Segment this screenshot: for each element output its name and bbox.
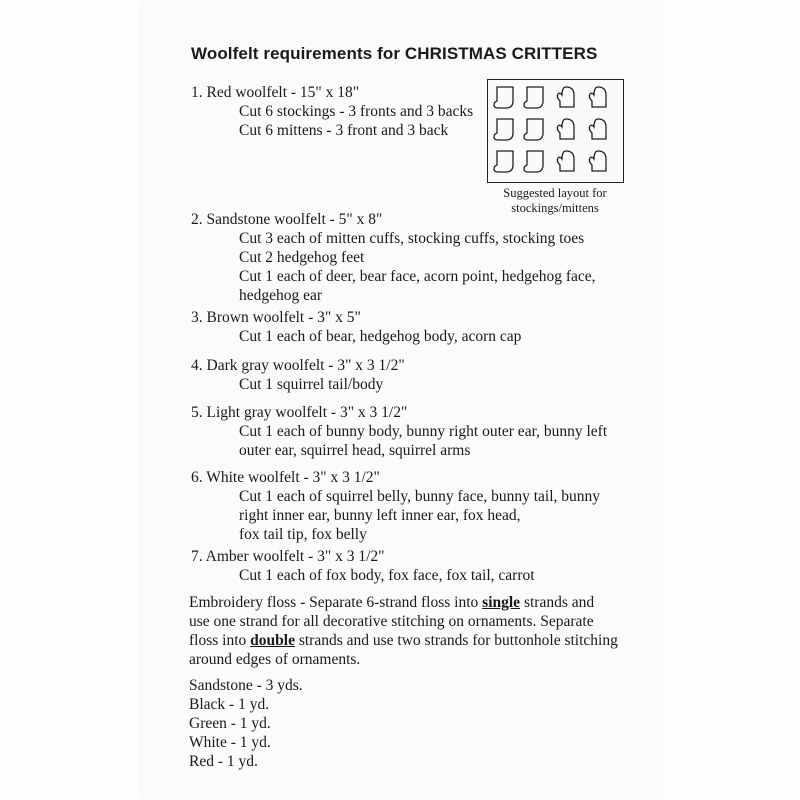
note-line: around edges of ornaments. [189, 651, 361, 668]
item-heading: 3. Brown woolfelt - 3" x 5" [191, 309, 361, 326]
item-detail: Cut 1 each of bear, hedgehog body, acorn cap [239, 328, 522, 345]
item-detail: Cut 1 each of squirrel belly, bunny face, bunny tail, bunny [239, 488, 601, 505]
item-detail: Cut 2 hedgehog feet [239, 249, 365, 266]
mitten-icon [589, 87, 606, 107]
floss-item: Black - 1 yd. [189, 696, 270, 713]
item-heading: 1. Red woolfelt - 15" x 18" [191, 84, 360, 101]
item-heading: 5. Light gray woolfelt - 3" x 3 1/2" [191, 404, 408, 421]
embroidery-note [189, 593, 649, 669]
note-text: strands and use two strands for buttonhole stitching [294, 632, 618, 649]
stocking-icon [494, 87, 513, 108]
requirement-item-2 [191, 210, 596, 305]
floss-list [189, 676, 303, 771]
mitten-icon [589, 151, 606, 171]
note-line [189, 593, 649, 612]
item-detail: Cut 1 each of deer, bear face, acorn point, hedgehog face, [239, 268, 596, 285]
cutting-layout-diagram [487, 79, 624, 183]
stocking-icon [494, 119, 513, 140]
floss-item: Red - 1 yd. [189, 753, 258, 770]
item-heading: 7. Amber woolfelt - 3" x 3 1/2" [191, 548, 385, 565]
stocking-icon [524, 151, 543, 172]
item-detail: Cut 6 mittens - 3 front and 3 back [239, 122, 449, 139]
item-detail: outer ear, squirrel head, squirrel arms [239, 442, 471, 459]
item-detail: Cut 1 each of bunny body, bunny right outer ear, bunny left [239, 423, 608, 440]
item-detail: Cut 3 each of mitten cuffs, stocking cuffs, stocking toes [239, 230, 585, 247]
page-title: Woolfelt requirements for CHRISTMAS CRITTERS [191, 44, 598, 63]
item-heading: 2. Sandstone woolfelt - 5" x 8" [191, 211, 383, 228]
requirement-item-7 [191, 547, 535, 585]
note-line [189, 631, 649, 650]
emphasis-single: single [482, 594, 521, 611]
requirement-item-4 [191, 356, 405, 394]
item-heading: 6. White woolfelt - 3" x 3 1/2" [191, 469, 380, 486]
note-text: strands and [520, 594, 595, 611]
floss-item: Sandstone - 3 yds. [189, 677, 303, 694]
stocking-icon [524, 87, 543, 108]
item-detail: Cut 6 stockings - 3 fronts and 3 backs [239, 103, 474, 120]
emphasis-double: double [250, 632, 295, 649]
mitten-icon [589, 119, 606, 139]
requirement-item-5 [191, 403, 607, 460]
requirement-item-1 [191, 83, 473, 140]
requirement-item-6 [191, 468, 600, 544]
mitten-icon [557, 119, 574, 139]
requirement-item-3 [191, 308, 521, 346]
floss-item: White - 1 yd. [189, 734, 271, 751]
stocking-icon [524, 119, 543, 140]
item-detail: hedgehog ear [239, 287, 323, 304]
caption-line: stockings/mittens [511, 201, 599, 215]
caption-line: Suggested layout for [503, 186, 607, 200]
mitten-icon [557, 151, 574, 171]
mitten-icon [557, 87, 574, 107]
floss-item: Green - 1 yd. [189, 715, 271, 732]
layout-caption [470, 186, 640, 216]
item-heading: 4. Dark gray woolfelt - 3" x 3 1/2" [191, 357, 405, 374]
item-detail: Cut 1 each of fox body, fox face, fox tail, carrot [239, 567, 535, 584]
note-text: Embroidery floss - Separate 6-strand floss into [189, 594, 483, 611]
item-detail: Cut 1 squirrel tail/body [239, 376, 384, 393]
stocking-icon [494, 151, 513, 172]
note-text: floss into [189, 632, 251, 649]
note-line: use one strand for all decorative stitching on ornaments. Separate [189, 613, 594, 630]
item-detail: right inner ear, bunny left inner ear, fox head, [239, 507, 521, 524]
item-detail: fox tail tip, fox belly [239, 526, 367, 543]
